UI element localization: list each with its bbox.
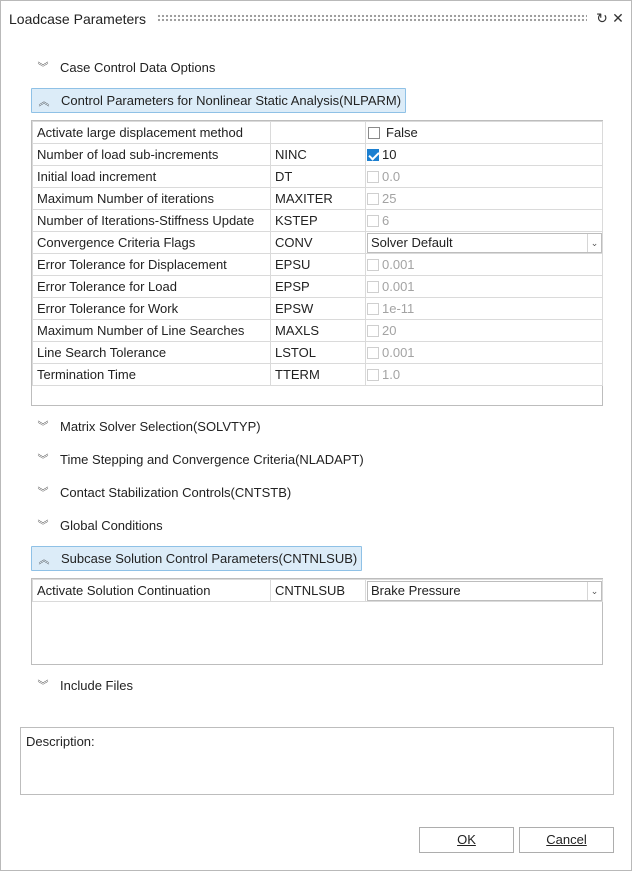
section-cntnlsub[interactable]: [31, 546, 362, 571]
param-key: NINC: [271, 144, 366, 166]
refresh-icon[interactable]: ↻: [596, 10, 608, 26]
param-key: KSTEP: [271, 210, 366, 232]
chevron-double-down-icon: ︾: [37, 62, 49, 74]
param-key: EPSP: [271, 276, 366, 298]
param-checkbox[interactable]: [367, 325, 379, 337]
chevron-double-down-icon: ︾: [37, 487, 49, 499]
param-value-cell: [366, 232, 603, 254]
table-row: [33, 276, 603, 298]
section-label: Include Files: [60, 677, 133, 693]
param-key: CONV: [271, 232, 366, 254]
section-label: Matrix Solver Selection(SOLVTYP): [60, 418, 261, 434]
chevron-down-icon[interactable]: ⌄: [587, 234, 601, 252]
param-checkbox[interactable]: [367, 303, 379, 315]
select-value: Brake Pressure: [371, 582, 461, 598]
table-row: [33, 188, 603, 210]
table-row: [33, 166, 603, 188]
table-row: [33, 122, 603, 144]
title-bar: [1, 1, 631, 37]
param-label: Number of load sub-increments: [33, 144, 271, 166]
param-label: Activate Solution Continuation: [33, 580, 271, 602]
table-row: [33, 210, 603, 232]
section-case-control[interactable]: [31, 55, 215, 79]
table-row: [33, 144, 603, 166]
param-checkbox[interactable]: [367, 215, 379, 227]
param-label: Number of Iterations-Stiffness Update: [33, 210, 271, 232]
chevron-down-icon[interactable]: ⌄: [587, 582, 601, 600]
conv-select[interactable]: [367, 233, 602, 253]
table-row: [33, 298, 603, 320]
chevron-double-down-icon: ︾: [37, 421, 49, 433]
cntnlsub-select[interactable]: [367, 581, 602, 601]
nlparm-table: [32, 121, 603, 386]
param-label: Error Tolerance for Load: [33, 276, 271, 298]
param-key: MAXLS: [271, 320, 366, 342]
section-label: Case Control Data Options: [60, 59, 216, 75]
section-solvtyp[interactable]: [31, 414, 261, 438]
param-checkbox[interactable]: [367, 193, 379, 205]
table-row: [33, 320, 603, 342]
param-value-cell: [366, 298, 603, 320]
param-key: DT: [271, 166, 366, 188]
param-label: Activate large displacement method: [33, 122, 271, 144]
description-box[interactable]: [20, 727, 614, 795]
param-key: EPSU: [271, 254, 366, 276]
param-value: 20: [382, 323, 397, 338]
table-row: [33, 254, 603, 276]
window-title: Loadcase Parameters: [9, 11, 146, 27]
param-key: TTERM: [271, 364, 366, 386]
param-value-cell: [366, 166, 603, 188]
section-label: Contact Stabilization Controls(CNTSTB): [60, 484, 292, 500]
param-value-cell: [366, 364, 603, 386]
table-row: [33, 342, 603, 364]
param-value-cell: [366, 276, 603, 298]
table-row: [33, 364, 603, 386]
param-checkbox[interactable]: [367, 347, 379, 359]
param-label: Error Tolerance for Work: [33, 298, 271, 320]
param-key: [271, 122, 366, 144]
section-label: Control Parameters for Nonlinear Static Analysis(NLPARM): [61, 93, 402, 108]
section-label: Subcase Solution Control Parameters(CNTNLSUB): [61, 551, 358, 566]
param-value-cell: [366, 210, 603, 232]
param-checkbox[interactable]: [367, 171, 379, 183]
section-nladapt[interactable]: [31, 447, 364, 471]
param-checkbox[interactable]: [367, 369, 379, 381]
param-label: Maximum Number of Line Searches: [33, 320, 271, 342]
section-label: Time Stepping and Convergence Criteria(NLADAPT): [60, 451, 364, 467]
drag-handle[interactable]: [157, 14, 587, 23]
param-label: Convergence Criteria Flags: [33, 232, 271, 254]
param-checkbox[interactable]: [368, 127, 380, 139]
param-key: MAXITER: [271, 188, 366, 210]
chevron-double-up-icon: ︽: [38, 95, 50, 108]
param-key: EPSW: [271, 298, 366, 320]
param-value: 1e-11: [382, 301, 415, 316]
cntnlsub-table: [32, 579, 603, 602]
param-value-cell: [366, 144, 603, 166]
ok-button[interactable]: OK: [419, 827, 514, 853]
param-value-cell: [366, 254, 603, 276]
table-row: [33, 232, 603, 254]
param-value-cell: [366, 342, 603, 364]
param-label: Maximum Number of iterations: [33, 188, 271, 210]
param-value: 0.001: [382, 279, 415, 294]
section-cntstb[interactable]: [31, 480, 291, 504]
param-key: CNTNLSUB: [271, 580, 366, 602]
chevron-double-down-icon: ︾: [37, 680, 49, 692]
param-value-cell: [366, 188, 603, 210]
cntnlsub-panel: [31, 578, 603, 665]
param-checkbox[interactable]: [367, 149, 379, 161]
cancel-button[interactable]: Cancel: [519, 827, 614, 853]
param-checkbox[interactable]: [367, 281, 379, 293]
section-include-files[interactable]: [31, 673, 133, 697]
param-value-cell: [366, 122, 603, 144]
param-value[interactable]: False: [386, 125, 418, 140]
section-label: Global Conditions: [60, 517, 163, 533]
param-label: Line Search Tolerance: [33, 342, 271, 364]
param-key: LSTOL: [271, 342, 366, 364]
param-value: 1.0: [382, 367, 401, 382]
chevron-double-down-icon: ︾: [37, 520, 49, 532]
section-global-conditions[interactable]: [31, 513, 163, 537]
param-value: 0.0: [382, 169, 401, 184]
chevron-double-up-icon: ︽: [38, 553, 50, 566]
section-nlparm[interactable]: [31, 88, 406, 113]
param-value-cell: [366, 320, 603, 342]
param-value-cell: [366, 580, 603, 602]
chevron-double-down-icon: ︾: [37, 454, 49, 466]
param-value: 0.001: [382, 257, 415, 272]
param-value: 6: [382, 213, 390, 228]
param-value[interactable]: 10: [382, 147, 397, 162]
param-label: Initial load increment: [33, 166, 271, 188]
close-icon[interactable]: ✕: [612, 10, 624, 26]
description-label: Description:: [26, 734, 95, 749]
param-label: Error Tolerance for Displacement: [33, 254, 271, 276]
param-checkbox[interactable]: [367, 259, 379, 271]
param-value: 25: [382, 191, 397, 206]
param-value: 0.001: [382, 345, 415, 360]
select-value: Solver Default: [371, 234, 453, 250]
nlparm-panel: [31, 120, 603, 406]
param-label: Termination Time: [33, 364, 271, 386]
table-row: [33, 580, 603, 602]
